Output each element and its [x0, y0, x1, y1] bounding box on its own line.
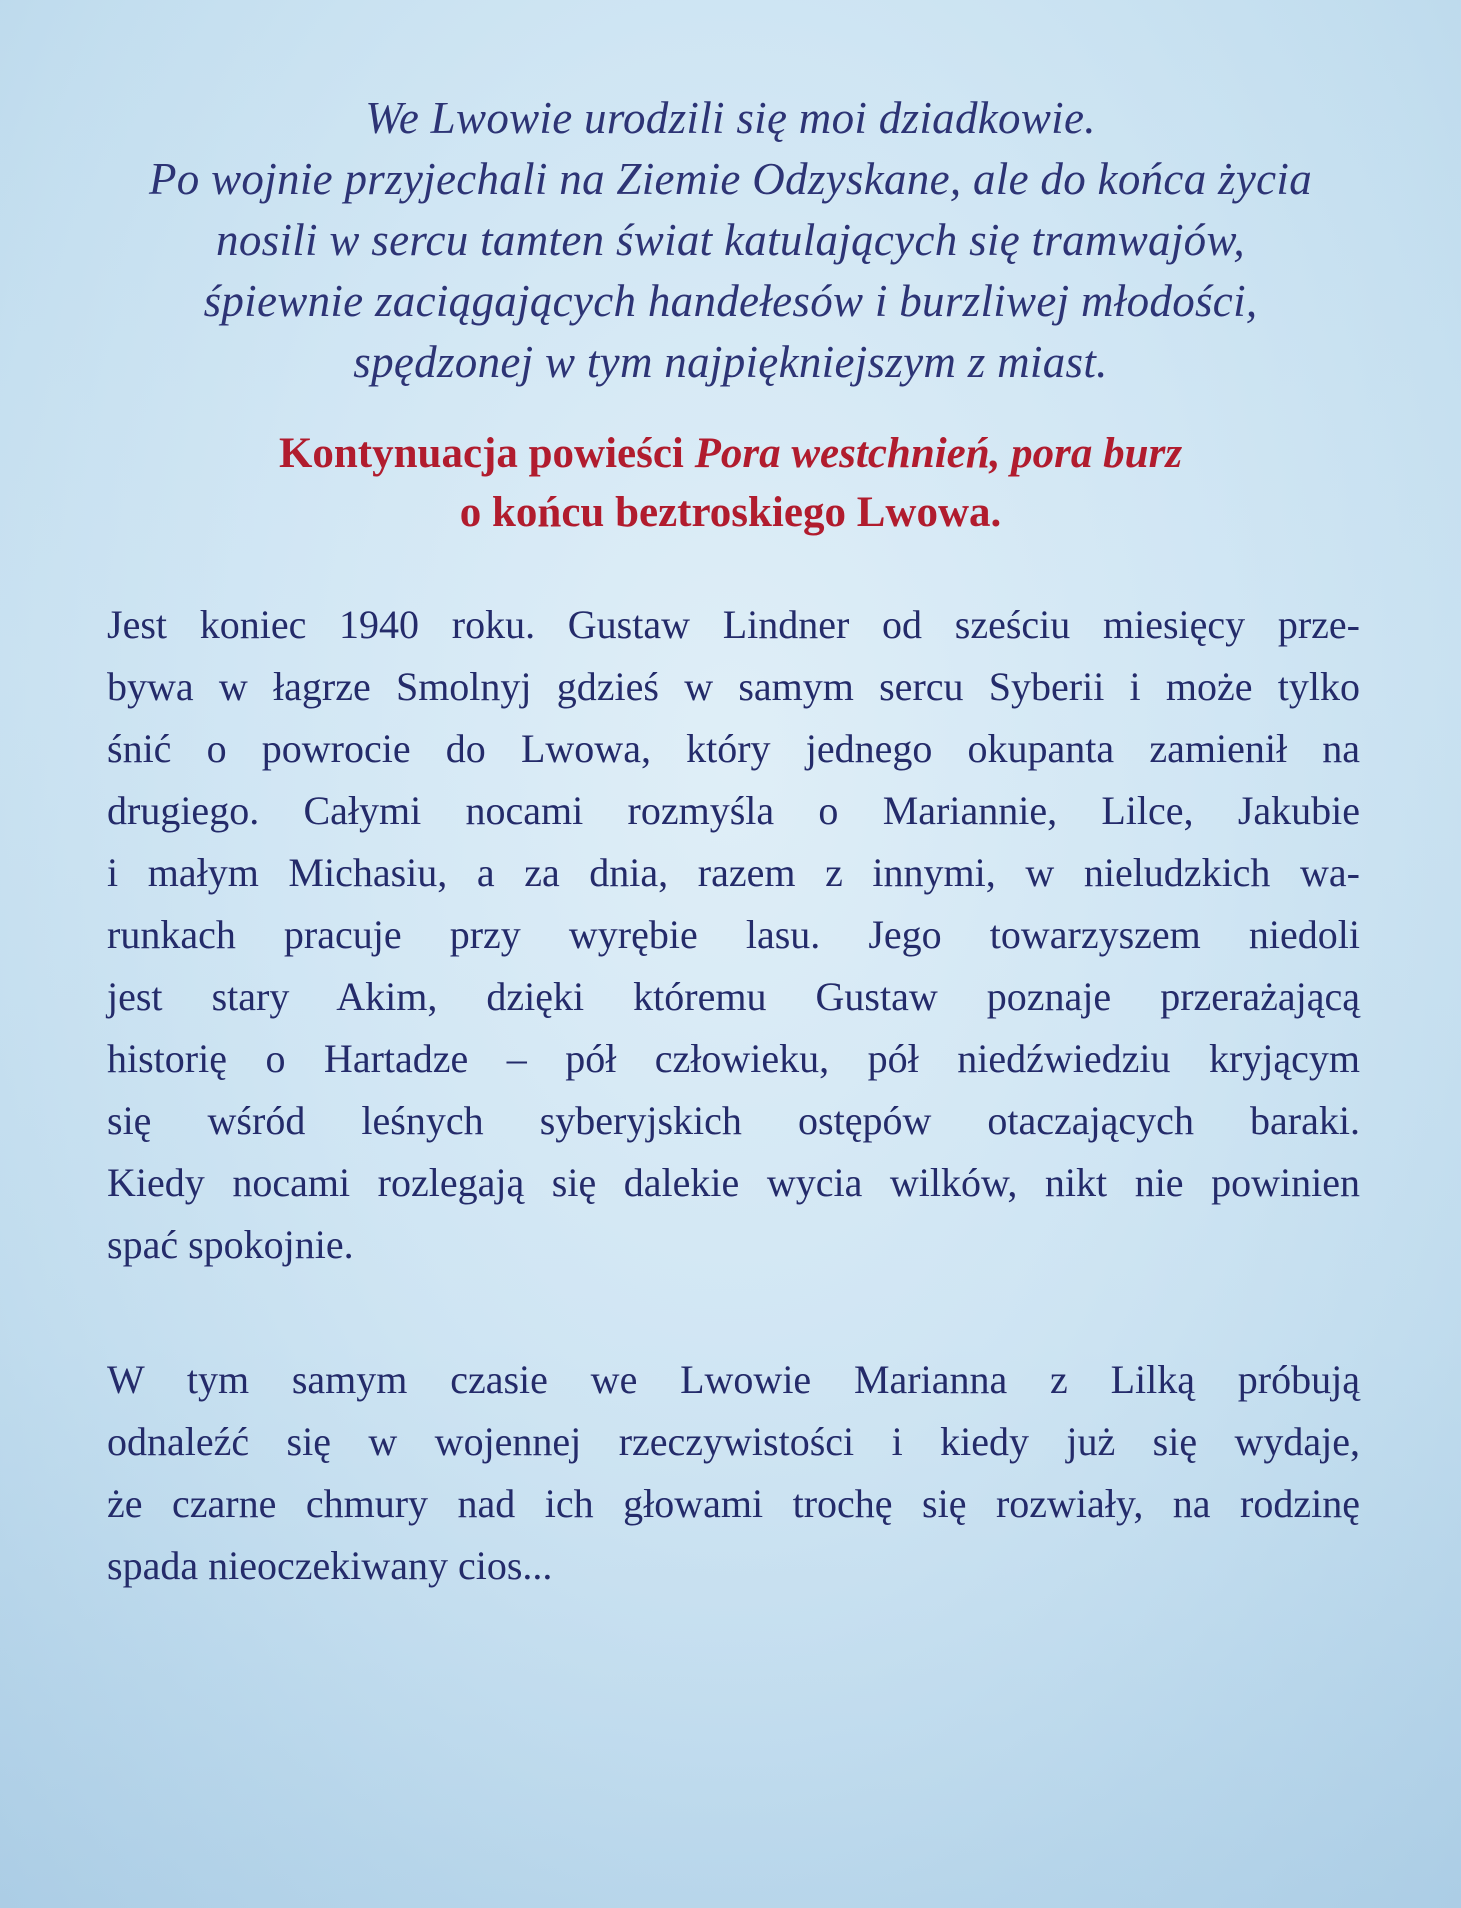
paragraph-line: się wśród leśnych syberyjskich ostępów otaczających baraki.	[107, 1098, 1360, 1143]
intro-line: We Lwowie urodzili się moi dziadkowie.	[365, 93, 1096, 143]
paragraph-line: drugiego. Całymi nocami rozmyśla o Mariannie, Lilce, Jakubie	[107, 788, 1360, 833]
paragraph-line: że czarne chmury nad ich głowami trochę się rozwiały, na rodzinę	[107, 1481, 1360, 1526]
blurb-paragraph-2	[107, 1349, 1360, 1597]
intro-line: spędzonej w tym najpiękniejszym z miast.	[353, 337, 1108, 387]
intro-line: nosili w sercu tamten świat katulających się tramwajów,	[216, 215, 1245, 265]
paragraph-line: runkach pracuje przy wyrębie lasu. Jego towarzyszem niedoli	[107, 912, 1360, 957]
paragraph-line: Kiedy nocami rozlegają się dalekie wycia wilków, nikt nie powinien	[107, 1160, 1360, 1205]
paragraph-line: spać spokojnie.	[107, 1222, 354, 1267]
paragraph-line: historię o Hartadze – pół człowieku, pół niedźwiedziu kryjącym	[107, 1036, 1360, 1081]
blurb-paragraph-1	[107, 594, 1360, 1276]
paragraph-line: jest stary Akim, dzięki któremu Gustaw poznaje przerażającą	[107, 974, 1360, 1019]
intro-quote	[60, 88, 1401, 393]
series-tagline	[60, 424, 1401, 542]
paragraph-line: śnić o powrocie do Lwowa, który jednego okupanta zamienił na	[107, 726, 1360, 771]
tagline-line-1	[60, 424, 1401, 483]
paragraph-line: odnaleźć się w wojennej rzeczywistości i kiedy już się wydaje,	[107, 1419, 1360, 1464]
paragraph-line: bywa w łagrze Smolnyj gdzieś w samym sercu Syberii i może tylko	[107, 664, 1360, 709]
paragraph-line: i małym Michasiu, a za dnia, razem z innymi, w nieludzkich wa-	[107, 850, 1360, 895]
tagline-prefix: Kontynuacja powieści	[278, 430, 695, 477]
previous-novel-title: Pora westchnień, pora burz	[694, 430, 1183, 477]
tagline-line-2: o końcu beztroskiego Lwowa.	[459, 489, 1002, 536]
paragraph-line: Jest koniec 1940 roku. Gustaw Lindner od sześciu miesięcy prze-	[107, 602, 1360, 647]
paragraph-line: W tym samym czasie we Lwowie Marianna z Lilką próbują	[107, 1357, 1360, 1402]
paragraph-line: spada nieoczekiwany cios...	[107, 1543, 553, 1588]
intro-line: Po wojnie przyjechali na Ziemie Odzyskane, ale do końca życia	[148, 154, 1313, 204]
intro-line: śpiewnie zaciągających handełesów i burzliwej młodości,	[203, 276, 1258, 326]
